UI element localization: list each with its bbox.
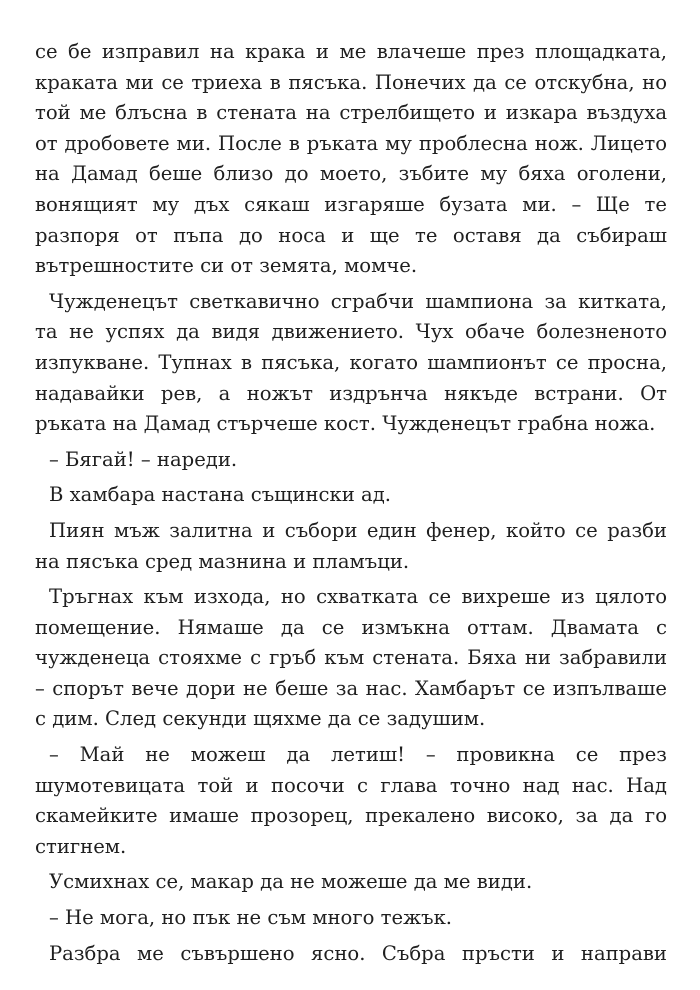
paragraph: се бе изправил на крака и ме влачеше през площадката, краката ми се триеха в пясъка. Понечих да се отскубна, но той ме блъсна в стената на стрелбището и изкара въздуха от дробовете ми. После в ръката му проблесна нож. Лицето на Дамад беше близо до моето, зъбите му бяха оголени, вонящият му дъх сякаш изгаряше бузата ми. – Ще те разпоря от пъпа до носа и ще те оставя да събираш вътрешностите си от земята, момче. bbox=[35, 40, 667, 278]
paragraph: В хамбара настана същински ад. bbox=[49, 483, 391, 507]
paragraph: – Май не можеш да летиш! – провикна се през шумотевицата той и посочи с глава точно над нас. Над скамейките имаше прозорец, прекалено високо, за да го стигнем. bbox=[35, 743, 667, 858]
paragraph: – Бягай! – нареди. bbox=[49, 447, 238, 471]
paragraph: Усмихнах се, макар да не можеше да ме види. bbox=[49, 870, 533, 894]
paragraph: Пиян мъж залитна и събори един фенер, който се разби на пясъка сред мазнина и пламъци. bbox=[35, 518, 667, 573]
paragraph: Чужденецът светкавично сграбчи шампиона за китката, та не успях да видя движението. Чух обаче болезненото изпукване. Тупнах в пясъка, когато шампионът се просна, надавайки рев, а ножът издрънча някъде встрани. От ръката на Дамад стърчеше кост. Чужденецът грабна ножа. bbox=[35, 289, 667, 436]
paragraph: Тръгнах към изхода, но схватката се вихреше из цялото помещение. Нямаше да се измъкна оттам. Двамата с чужденеца стояхме с гръб към стената. Бяха ни забравили – спорът вече дори не беше за нас. Хамбарът се изпълваше с дим. След секунди щяхме да се задушим. bbox=[35, 585, 667, 731]
paragraph: – Не мога, но пък не съм много тежък. bbox=[49, 906, 453, 930]
paragraph: Разбра ме съвършено ясно. Събра пръсти и направи bbox=[49, 941, 667, 965]
page-body bbox=[35, 37, 667, 974]
